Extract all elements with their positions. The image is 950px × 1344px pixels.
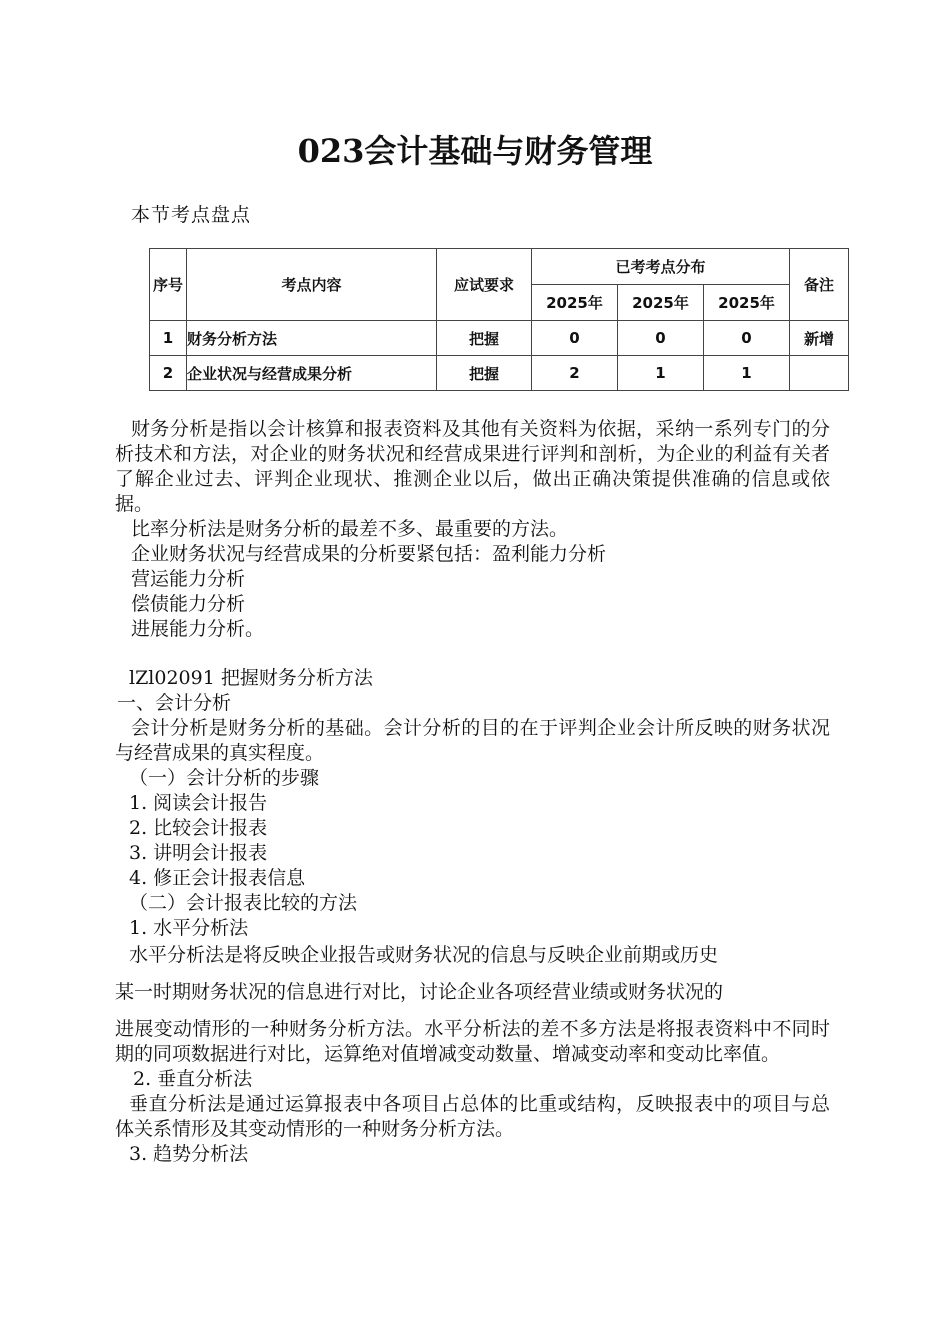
paragraph: （二）会计报表比较的方法 bbox=[129, 892, 358, 914]
paragraph: 2. 垂直分析法 bbox=[133, 1068, 253, 1090]
paragraph: 3. 讲明会计报表 bbox=[129, 842, 268, 864]
section-heading: lZl02091 把握财务分析方法 bbox=[129, 667, 373, 689]
row-remark bbox=[790, 356, 849, 391]
row-count: 1 bbox=[618, 356, 704, 391]
document-title: 023会计基础与财务管理 bbox=[297, 132, 653, 170]
paragraph: 1. 水平分析法 bbox=[129, 917, 249, 939]
table-row bbox=[150, 356, 849, 391]
row-content: 财务分析方法 bbox=[187, 321, 437, 356]
header-year: 2025年 bbox=[532, 285, 618, 321]
row-content: 企业状况与经营成果分析 bbox=[187, 356, 437, 391]
section-label: 本节考点盘点 bbox=[131, 204, 252, 226]
paragraph: 4. 修正会计报表信息 bbox=[129, 867, 306, 889]
header-index: 序号 bbox=[150, 249, 187, 321]
row-index: 2 bbox=[150, 356, 187, 391]
table-row bbox=[150, 321, 849, 356]
paragraph: （一）会计分析的步骤 bbox=[129, 767, 320, 789]
header-distribution: 已考考点分布 bbox=[532, 249, 790, 285]
paragraph: 水平分析法是将反映企业报告或财务状况的信息与反映企业前期或历史 bbox=[129, 944, 719, 966]
row-remark: 新增 bbox=[790, 321, 849, 356]
header-remark: 备注 bbox=[790, 249, 849, 321]
paragraph: 营运能力分析 bbox=[131, 568, 246, 590]
row-index: 1 bbox=[150, 321, 187, 356]
paragraph: 一、会计分析 bbox=[117, 692, 232, 714]
header-content: 考点内容 bbox=[187, 249, 437, 321]
row-count: 0 bbox=[704, 321, 790, 356]
exam-points-table bbox=[149, 248, 849, 391]
paragraph: 偿债能力分析 bbox=[131, 593, 246, 615]
paragraph: 进展变动情形的一种财务分析方法。水平分析法的差不多方法是将报表资料中不同时期的同项数据进行对比，运算绝对值增减变动数量、增减变动率和变动比率值。 bbox=[115, 1018, 830, 1065]
document-body bbox=[115, 417, 830, 642]
paragraph: 3. 趋势分析法 bbox=[129, 1143, 249, 1165]
paragraph: 比率分析法是财务分析的最差不多、最重要的方法。 bbox=[131, 518, 569, 540]
header-year: 2025年 bbox=[704, 285, 790, 321]
document-body-section bbox=[115, 666, 830, 1167]
row-count: 0 bbox=[618, 321, 704, 356]
paragraph: 财务分析是指以会计核算和报表资料及其他有关资料为依据，采纳一系列专门的分析技术和方法，对企业的财务状况和经营成果进行评判和剖析，为企业的利益有关者了解企业过去、评判企业现状、推测企业以后，做出正确决策提供准确的信息或依据。 bbox=[115, 418, 830, 515]
paragraph: 企业财务状况与经营成果的分析要紧包括：盈利能力分析 bbox=[131, 543, 607, 565]
row-count: 1 bbox=[704, 356, 790, 391]
paragraph: 会计分析是财务分析的基础。会计分析的目的在于评判企业会计所反映的财务状况与经营成果的真实程度。 bbox=[115, 717, 830, 764]
header-year: 2025年 bbox=[618, 285, 704, 321]
header-requirement: 应试要求 bbox=[437, 249, 532, 321]
paragraph: 某一时期财务状况的信息进行对比，讨论企业各项经营业绩或财务状况的 bbox=[115, 981, 724, 1003]
paragraph: 1. 阅读会计报告 bbox=[129, 792, 268, 814]
row-requirement: 把握 bbox=[437, 356, 532, 391]
row-count: 0 bbox=[532, 321, 618, 356]
paragraph: 2. 比较会计报表 bbox=[129, 817, 268, 839]
paragraph: 垂直分析法是通过运算报表中各项目占总体的比重或结构，反映报表中的项目与总体关系情形及其变动情形的一种财务分析方法。 bbox=[115, 1093, 830, 1140]
row-count: 2 bbox=[532, 356, 618, 391]
paragraph: 进展能力分析。 bbox=[131, 618, 265, 640]
row-requirement: 把握 bbox=[437, 321, 532, 356]
